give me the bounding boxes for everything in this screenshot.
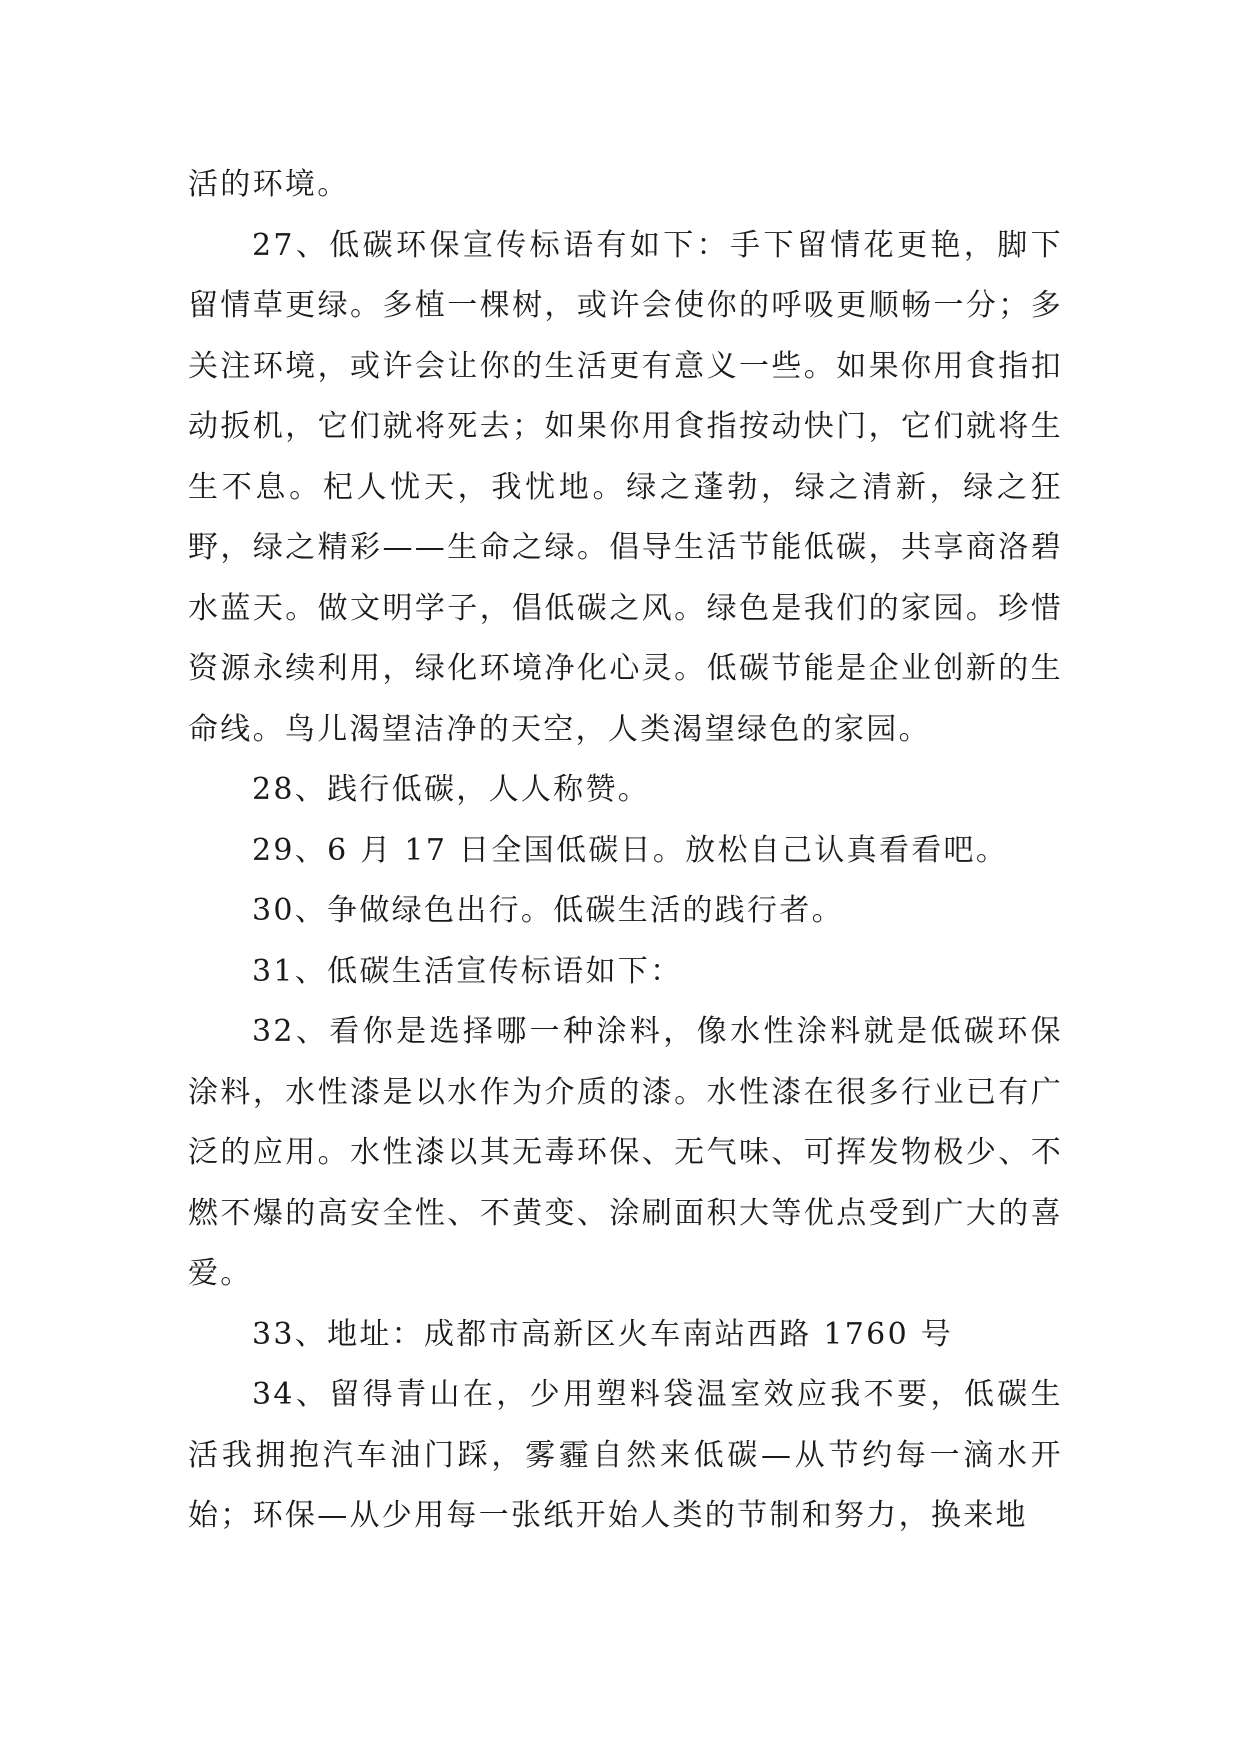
- paragraph-continuation: 活的环境。: [188, 167, 350, 202]
- paragraph-34: 34、留得青山在，少用塑料袋温室效应我不要，低碳生活我拥抱汽车油门踩，雾霾自然来低碳—从节约每一滴水开始；环保—从少用每一张纸开始人类的节制和努力，换来地: [188, 1377, 1063, 1533]
- paragraph-32: 32、看你是选择哪一种涂料，像水性涂料就是低碳环保涂料，水性漆是以水作为介质的漆。水性漆在很多行业已有广泛的应用。水性漆以其无毒环保、无气味、可挥发物极少、不燃不爆的高安全性、不黄变、涂刷面积大等优点受到广大的喜爱。: [188, 1014, 1063, 1291]
- paragraph-27: 27、低碳环保宣传标语有如下：手下留情花更艳，脚下留情草更绿。多植一棵树，或许会使你的呼吸更顺畅一分；多关注环境，或许会让你的生活更有意义一些。如果你用食指扣动扳机，它们就将死去；如果你用食指按动快门，它们就将生生不息。杞人忧天，我忧地。绿之蓬勃，绿之清新，绿之狂野，绿之精彩——生命之绿。倡导生活节能低碳，共享商洛碧水蓝天。做文明学子，倡低碳之风。绿色是我们的家园。珍惜资源永续利用，绿化环境净化心灵。低碳节能是企业创新的生命线。鸟儿渴望洁净的天空，人类渴望绿色的家园。: [188, 227, 1063, 747]
- paragraph-28: 28、践行低碳，人人称赞。: [252, 772, 651, 807]
- paragraph-29: 29、6 月 17 日全国低碳日。放松自己认真看看吧。: [252, 832, 1009, 868]
- paragraph-33: 33、地址：成都市高新区火车南站西路 1760 号: [252, 1316, 954, 1352]
- paragraph-30: 30、争做绿色出行。低碳生活的践行者。: [252, 893, 844, 928]
- paragraph-31: 31、低碳生活宣传标语如下：: [252, 953, 683, 989]
- document-page: [188, 155, 1063, 1547]
